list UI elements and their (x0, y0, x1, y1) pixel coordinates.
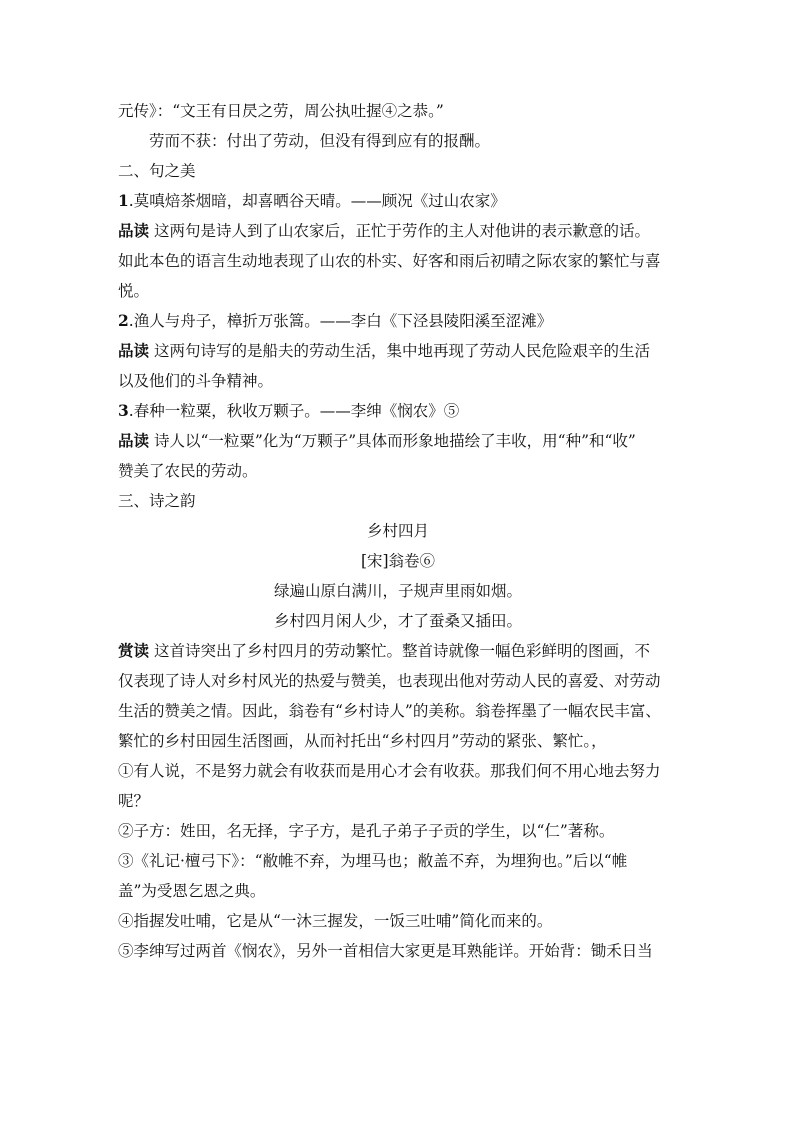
reading-label: 品读 (118, 341, 150, 360)
footnote-5: ⑤李绅写过两首《悯农》，另外一首相信大家更是耳熟能详。开始背：锄禾日当 (118, 942, 653, 960)
poem-line-2: 乡村四月闲人少，才了蚕桑又插田。 (273, 612, 522, 630)
appreciation-line-4: 繁忙的乡村田园生活图画，从而衬托出“乡村四月”劳动的紧张、繁忙。， (118, 732, 607, 750)
quote-item-3 (118, 396, 678, 426)
reading-2-line-2: 以及他们的斗争精神。 (118, 372, 274, 390)
footnote-3-line-1: ③《礼记·檀弓下》：“敝帷不弃，为埋马也；敝盖不弃，为埋狗也。”后以“帷 (118, 852, 628, 870)
appreciation-line-1: 赏读 这首诗突出了乡村四月的劳动繁忙。整首诗就像一幅色彩鲜明的图画，不 (118, 641, 650, 660)
reading-1-line-3: 悦。 (118, 282, 150, 300)
reading-label: 品读 (118, 221, 150, 240)
footnote-1-line-2: 呢？ (118, 792, 150, 810)
poem-title: 乡村四月 (366, 522, 429, 540)
intro-line-1: 元传》：“文王有日昃之劳，周公执吐握④之恭。” (118, 102, 444, 120)
appreciation-label: 赏读 (118, 641, 150, 660)
quote-item-1 (118, 186, 678, 216)
quote-item-2 (118, 306, 678, 336)
quote-number: 3 (118, 401, 129, 420)
footnote-2: ②子方：姓田，名无择，字子方，是孔子弟子子贡的学生，以“仁”著称。 (118, 822, 615, 840)
poem-line-1: 绿遍山原白满川，子规声里雨如烟。 (273, 582, 522, 600)
section-heading-sentences: 二、句之美 (118, 162, 196, 180)
reading-3-line-2: 赞美了农民的劳动。 (118, 462, 258, 480)
reading-3-line-1: 品读 诗人以“一粒粟”化为“万颗子”具体而形象地描绘了丰收，用“种”和“收” (118, 431, 636, 450)
poem-author: [宋]翁卷⑥ (360, 552, 436, 570)
footnote-3-line-2: 盖”为受恩乞恩之典。 (118, 882, 266, 900)
intro-line-2: 劳而不获：付出了劳动，但没有得到应有的报酬。 (149, 132, 491, 150)
quote-text: .莫嗔焙茶烟暗，却喜晒谷天晴。——顾况《过山农家》 (128, 192, 506, 210)
reading-1-line-1: 品读 这两句是诗人到了山农家后，正忙于劳作的主人对他讲的表示歉意的话。 (118, 221, 650, 240)
reading-label: 品读 (118, 431, 150, 450)
reading-2-line-1: 品读 这两句诗写的是船夫的劳动生活，集中地再现了劳动人民危险艰辛的生活 (118, 341, 650, 360)
quote-text: .渔人与舟子，樟折万张篙。——李白《下泾县陵阳溪至涩滩》 (128, 312, 553, 330)
quote-text: .春种一粒粟，秋收万颗子。——李绅《悯农》⑤ (128, 402, 460, 420)
reading-1-line-2: 如此本色的语言生动地表现了山农的朴实、好客和雨后初晴之际农家的繁忙与喜 (118, 252, 661, 270)
section-heading-poem: 三、诗之韵 (118, 492, 196, 510)
quote-number: 1 (118, 191, 129, 210)
appreciation-line-2: 仅表现了诗人对乡村风光的热爱与赞美，也表现出他对劳动人民的喜爱、对劳动 (118, 672, 661, 690)
footnote-4: ④指握发吐哺，它是从“一沐三握发，一饭三吐哺”简化而来的。 (118, 912, 553, 930)
footnote-1-line-1: ①有人说，不是努力就会有收获而是用心才会有收获。那我们何不用心地去努力 (118, 762, 661, 780)
quote-number: 2 (118, 311, 129, 330)
document-content (118, 96, 678, 966)
appreciation-line-3: 生活的赞美之情。因此，翁卷有“乡村诗人”的美称。翁卷挥墨了一幅农民丰富、 (118, 702, 661, 720)
